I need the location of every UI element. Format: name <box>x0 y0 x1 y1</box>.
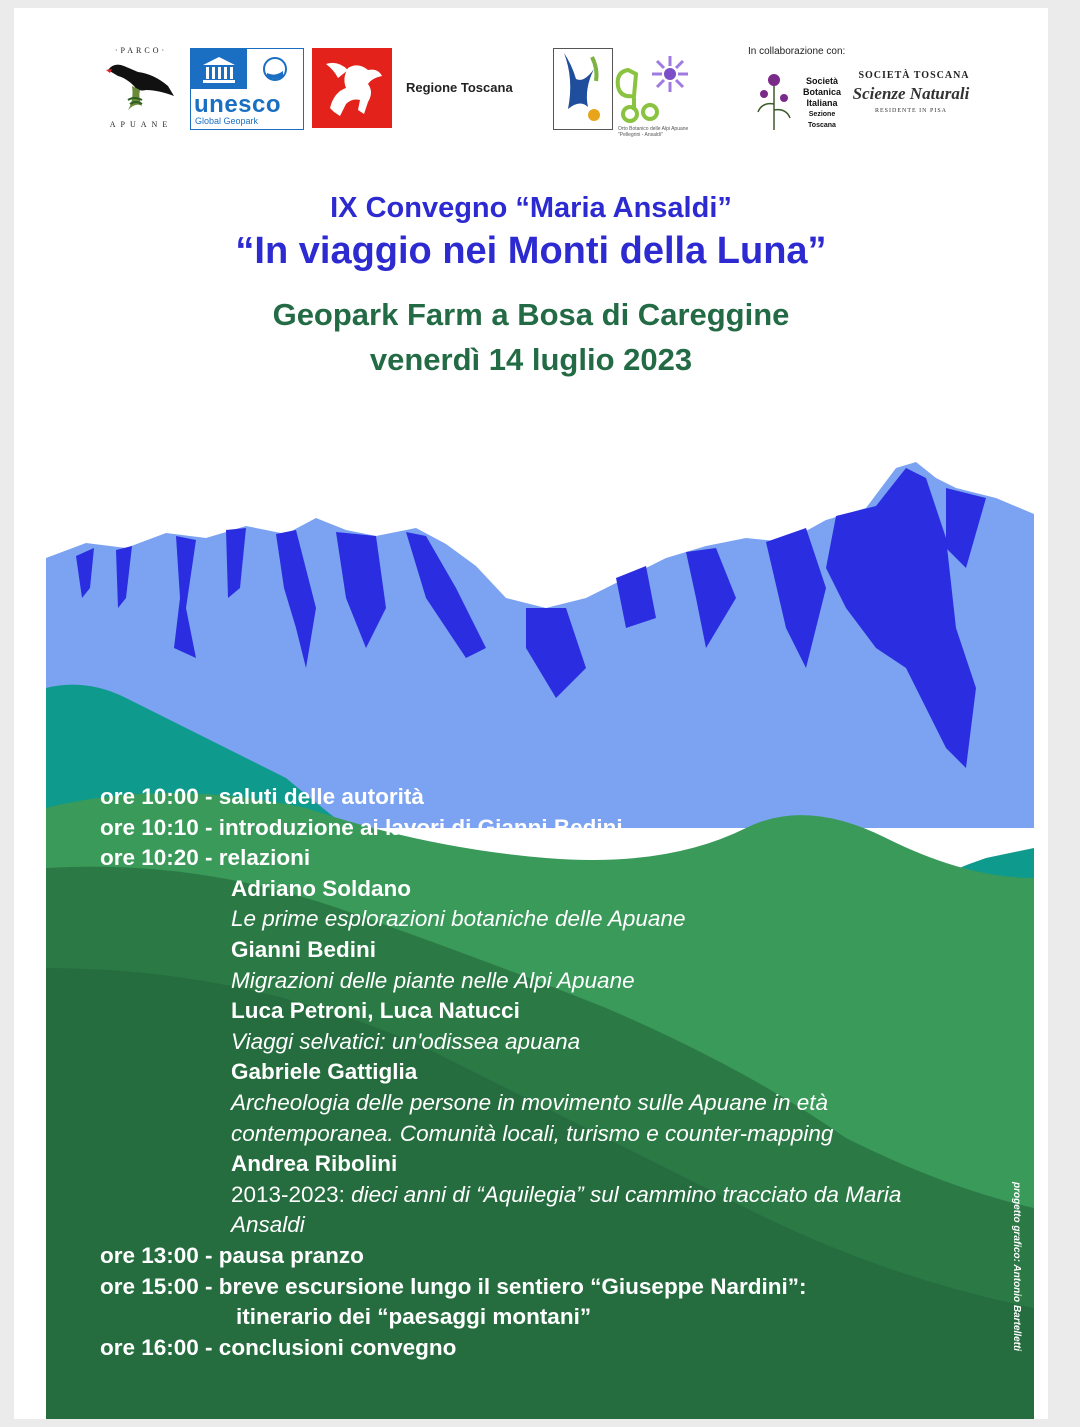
aquilegia-flower-icon <box>610 48 710 138</box>
unesco-temple-icon <box>201 55 237 85</box>
credit-text: progetto grafico: Antonio Bartelletti <box>1011 1182 1022 1352</box>
program-item: ore 10:10 - introduzione ai lavori di Gianni Bedini <box>100 814 623 840</box>
sbi-line-3: Italiana <box>806 98 838 108</box>
sts-bottom-text: RESIDENTE IN PISA <box>875 108 947 114</box>
program-item: ore 10:00 - saluti delle autorità <box>100 784 424 809</box>
talk-title-text: dieci anni di “Aquilegia” sul cammino tracciato da Maria Ansaldi <box>231 1181 902 1238</box>
logo-bar <box>14 8 1048 148</box>
parco-top-text: ·PARCO· <box>114 46 168 55</box>
unesco-name: unesco <box>194 91 282 118</box>
parco-apuane-logo <box>98 46 184 132</box>
pegasus-icon <box>312 48 392 128</box>
sts-middle-text: Scienze Naturali <box>852 84 970 103</box>
program-item: ore 16:00 - conclusioni convegno <box>100 1334 457 1360</box>
botanical-thistle-icon <box>754 64 794 130</box>
date: venerdì 14 luglio 2023 <box>369 342 693 377</box>
program-item-continued: itinerario dei “paesaggi montani” <box>236 1304 592 1330</box>
orto-botanico-text: Orto Botanico delle Alpi Apuane "Pellegrini - Ansaldi" <box>618 126 689 138</box>
program-item: ore 13:00 - pausa pranzo <box>100 1242 364 1268</box>
unesco-sub: Global Geopark <box>195 116 259 126</box>
speaker-name: Andrea Ribolini <box>231 1151 398 1177</box>
conference-subtitle: “In viaggio nei Monti della Luna” <box>235 230 827 272</box>
talk-title <box>100 1180 951 1241</box>
program <box>100 782 1000 1363</box>
sbi-line-4: Sezione Toscana <box>808 111 836 129</box>
speaker-name: Adriano Soldano <box>231 875 411 901</box>
collab-label: In collaborazione con: <box>748 46 846 57</box>
talk-title: Migrazioni delle piante nelle Alpi Apuane <box>231 967 635 993</box>
sts-logo <box>846 70 976 126</box>
conference-title: IX Convegno “Maria Ansaldi” <box>330 192 732 224</box>
sbi-logo <box>754 64 844 130</box>
speaker-name: Luca Petroni, Luca Natucci <box>231 998 520 1024</box>
regione-toscana-text: Regione Toscana <box>406 80 513 95</box>
poster <box>14 8 1048 1419</box>
talk-title: Archeologia delle persone in movimento sulle Apuane in età contemporanea. Comunità locali, turismo e counter-mapping <box>231 1089 834 1146</box>
talk-title: Viaggi selvatici: un'odissea apuana <box>231 1028 581 1054</box>
regione-toscana-logo <box>312 48 392 128</box>
speaker-name: Gianni Bedini <box>231 936 377 962</box>
venue: Geopark Farm a Bosa di Careggine <box>272 297 790 332</box>
chough-bird-icon <box>98 56 184 118</box>
orto-botanico-badge <box>553 48 613 130</box>
sbi-line-2: Botanica <box>802 87 841 97</box>
orto-botanico-logo <box>610 48 710 138</box>
swallow-icon <box>554 49 612 129</box>
program-item: ore 10:20 - relazioni <box>100 845 311 871</box>
sbi-line-1: Società <box>805 76 838 86</box>
talk-title: Le prime esplorazioni botaniche delle Apuane <box>231 906 686 932</box>
geopark-globe-icon <box>261 55 289 83</box>
sts-top-text: SOCIETÀ TOSCANA <box>858 70 970 81</box>
talk-title-prefix: 2013-2023: <box>231 1181 352 1207</box>
parco-bottom-text: APUANE <box>109 120 173 129</box>
unesco-geopark-logo <box>190 48 304 130</box>
program-item: ore 15:00 - breve escursione lungo il sentiero “Giuseppe Nardini”: <box>100 1273 807 1299</box>
titles-block <box>14 188 1048 382</box>
graphic-design-credit <box>1008 1182 1028 1362</box>
speaker-name: Gabriele Gattiglia <box>231 1059 418 1085</box>
